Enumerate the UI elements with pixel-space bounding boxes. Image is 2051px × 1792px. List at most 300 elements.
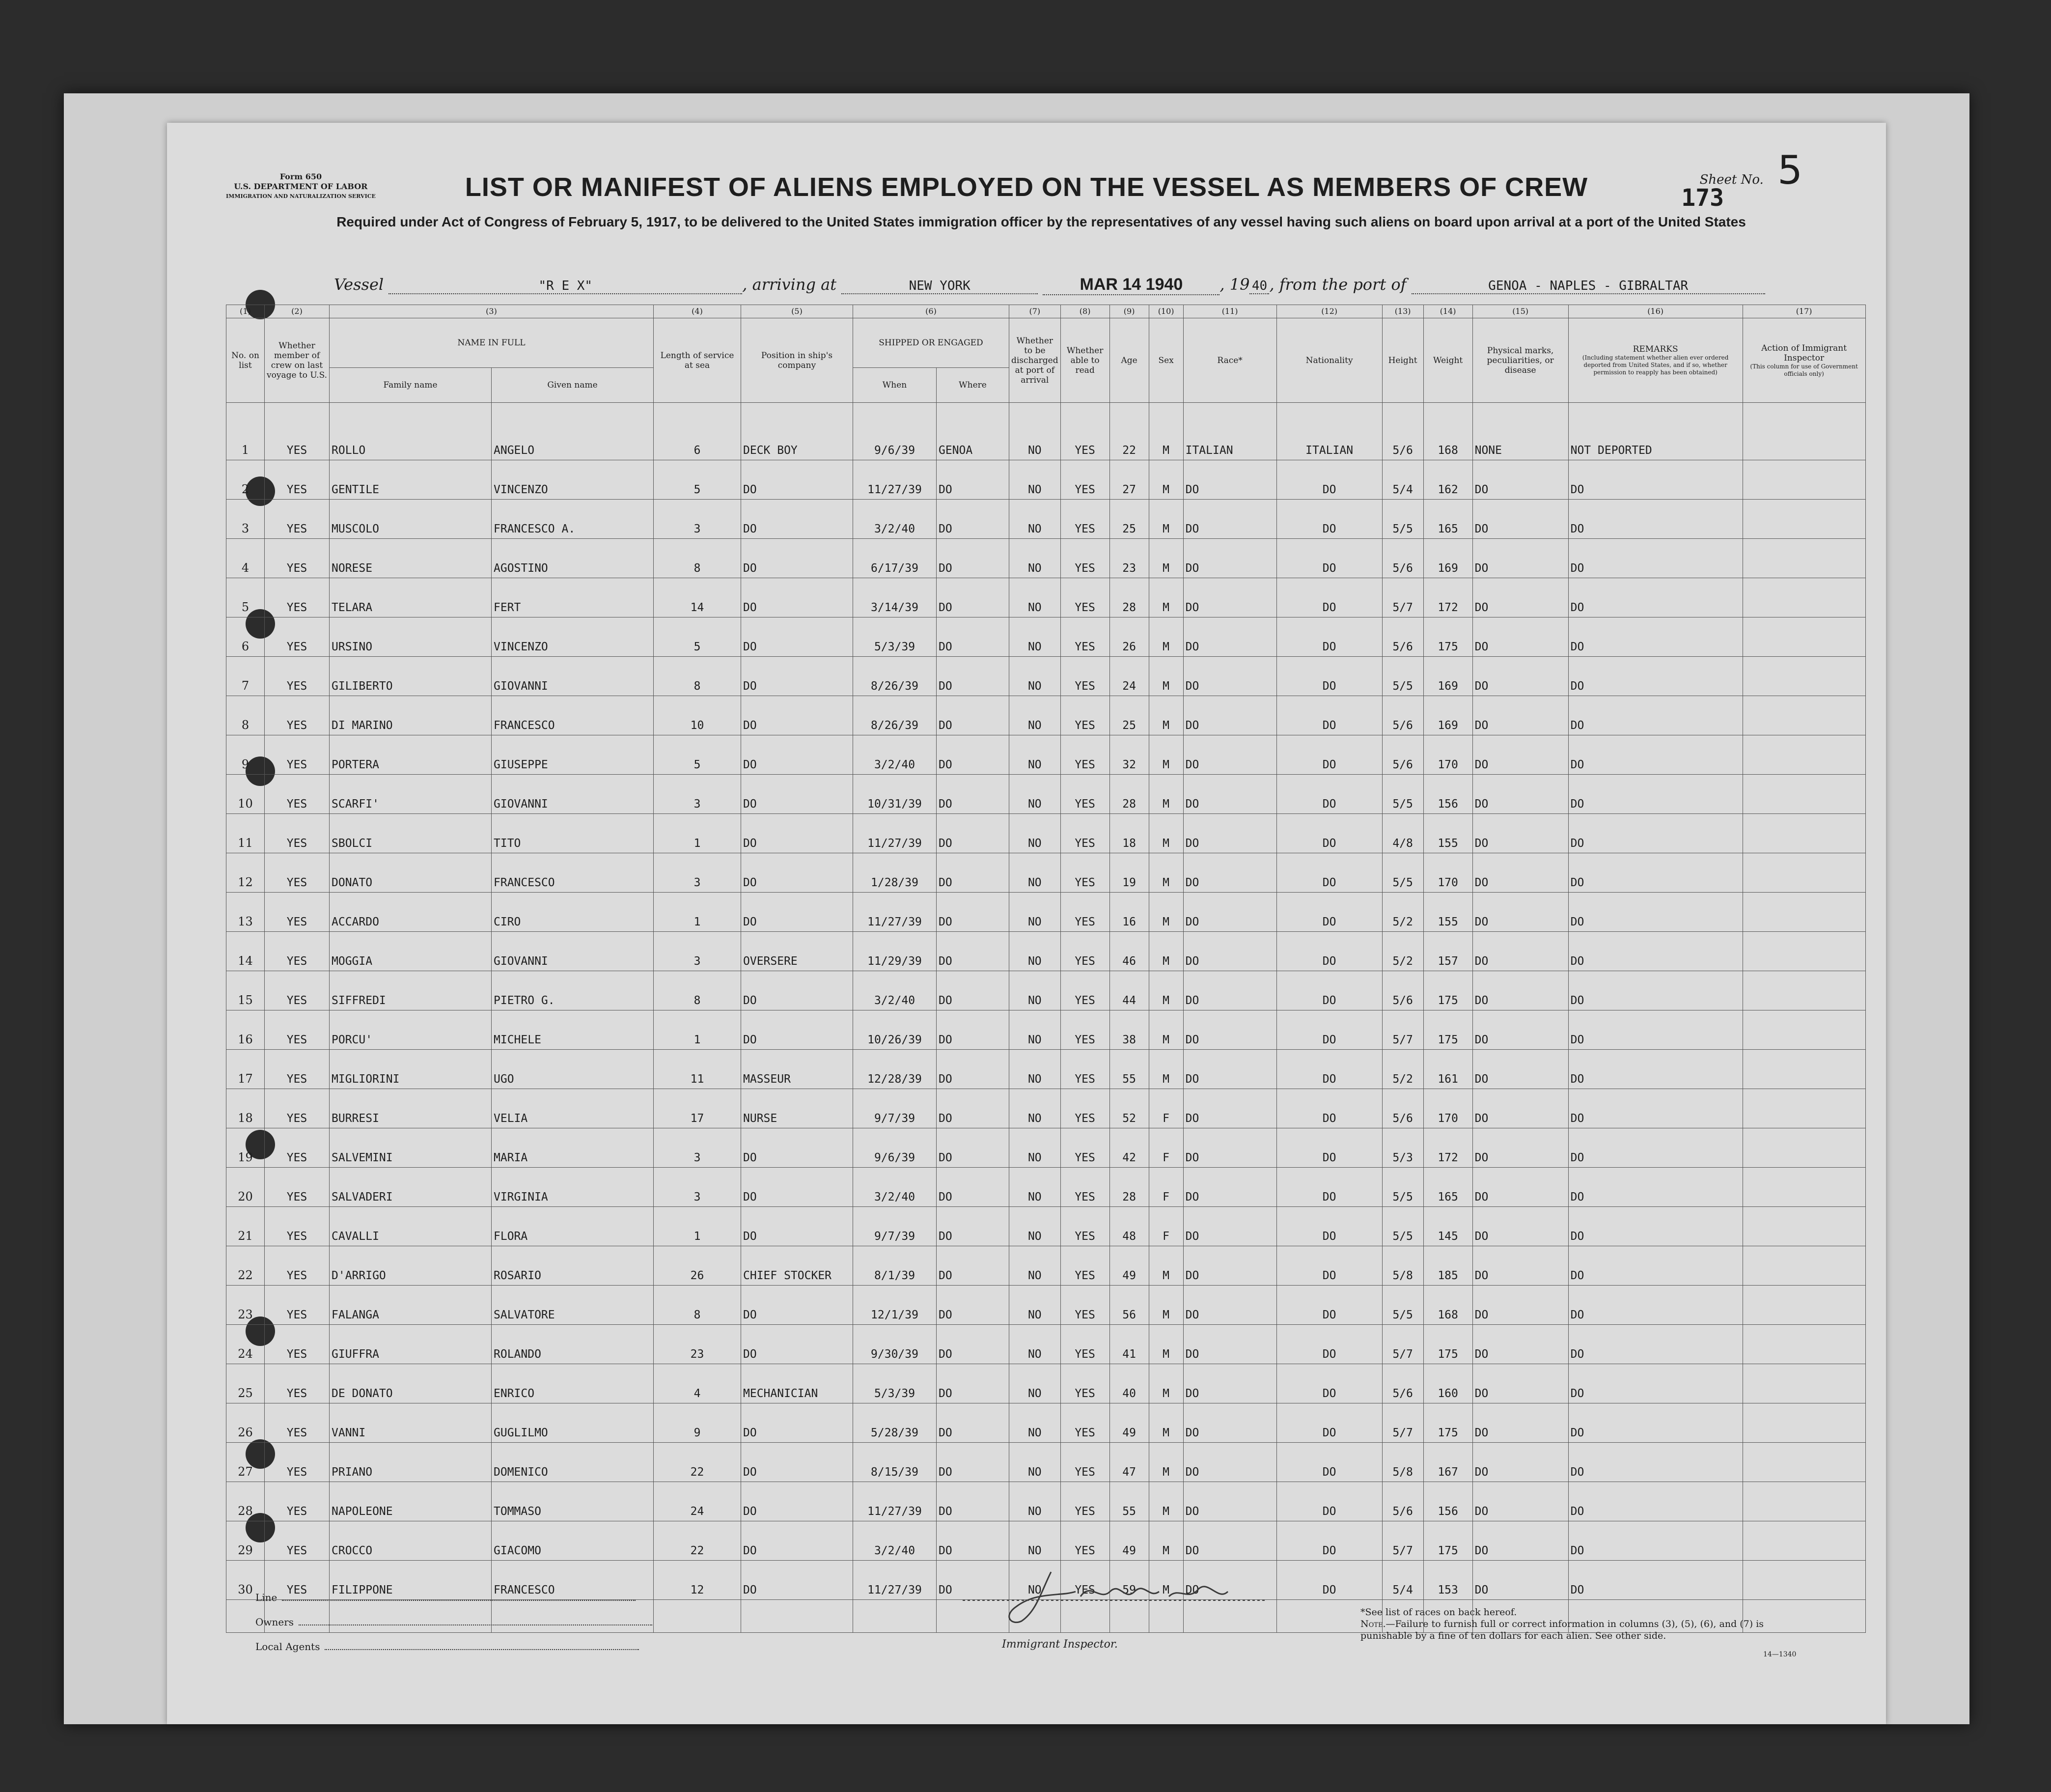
sex: M [1149,1050,1183,1089]
ship-position: DO [741,1403,853,1443]
sex: M [1149,460,1183,500]
member-last-voyage: YES [265,1403,330,1443]
nationality: DO [1276,814,1382,853]
remarks: DO [1568,1128,1743,1168]
family-name: SIFFREDI [330,971,492,1010]
sheet-number: 5 [1777,147,1802,193]
shipped-when: 11/27/39 [853,814,937,853]
sex: M [1149,735,1183,775]
table-row [226,893,1866,932]
sex: M [1149,1325,1183,1364]
discharged: NO [1009,971,1061,1010]
physical-marks: DO [1472,775,1568,814]
race: ITALIAN [1183,403,1276,460]
weight: 170 [1423,1089,1472,1128]
inspector-label: Immigrant Inspector. [1002,1638,1118,1651]
sex: M [1149,403,1183,460]
age: 19 [1109,853,1149,893]
race: DO [1183,814,1276,853]
shipped-when: 5/3/39 [853,617,937,657]
header-member: Whether member of crew on last voyage to U.S. [265,318,330,403]
weight: 156 [1423,1482,1472,1521]
discharged: NO [1009,403,1061,460]
weight: 156 [1423,775,1472,814]
physical-marks: DO [1472,1089,1568,1128]
height: 5/6 [1382,1364,1423,1403]
race: DO [1183,657,1276,696]
nationality: DO [1276,1561,1382,1600]
table-row [226,1050,1866,1089]
table-row [226,775,1866,814]
member-last-voyage: YES [265,1521,330,1561]
age: 22 [1109,403,1149,460]
race: DO [1183,1010,1276,1050]
race: DO [1183,853,1276,893]
remarks: DO [1568,735,1743,775]
given-name: GIOVANNI [492,657,654,696]
race: DO [1183,1521,1276,1561]
height: 5/5 [1382,1207,1423,1246]
family-name: ROLLO [330,403,492,460]
able-to-read: YES [1060,1325,1109,1364]
shipped-when: 8/1/39 [853,1246,937,1286]
member-last-voyage: YES [265,1482,330,1521]
shipped-when: 3/2/40 [853,1521,937,1561]
row-number: 14 [226,932,265,971]
family-name: CAVALLI [330,1207,492,1246]
height: 5/6 [1382,1089,1423,1128]
given-name: TOMMASO [492,1482,654,1521]
discharged: NO [1009,657,1061,696]
row-number: 23 [226,1286,265,1325]
service-length: 1 [654,1010,741,1050]
physical-marks: DO [1472,1207,1568,1246]
weight: 167 [1423,1443,1472,1482]
weight: 185 [1423,1246,1472,1286]
shipped-where: DO [937,657,1009,696]
remarks: DO [1568,971,1743,1010]
colnum: (6) [853,305,1009,318]
inspector-action [1743,1561,1865,1600]
member-last-voyage: YES [265,617,330,657]
service-length: 10 [654,696,741,735]
table-row [226,853,1866,893]
able-to-read: YES [1060,1521,1109,1561]
height: 5/6 [1382,735,1423,775]
table-row [226,1010,1866,1050]
row-number: 15 [226,971,265,1010]
family-name: SBOLCI [330,814,492,853]
sex: M [1149,814,1183,853]
race: DO [1183,460,1276,500]
colnum: (16) [1568,305,1743,318]
given-name: FRANCESCO [492,696,654,735]
shipped-where: DO [937,853,1009,893]
height: 5/2 [1382,932,1423,971]
owners-blank [299,1624,652,1625]
remarks: DO [1568,1207,1743,1246]
physical-marks: DO [1472,578,1568,617]
member-last-voyage: YES [265,1246,330,1286]
inspector-action [1743,932,1865,971]
table-row [226,735,1866,775]
ship-position: DO [741,1521,853,1561]
remarks: DO [1568,539,1743,578]
able-to-read: YES [1060,1482,1109,1521]
ship-position: DO [741,735,853,775]
form-number: Form 650 [279,172,322,181]
row-number: 6 [226,617,265,657]
shipped-when: 11/27/39 [853,1482,937,1521]
able-to-read: YES [1060,893,1109,932]
discharged: NO [1009,814,1061,853]
table-row [226,1403,1866,1443]
race: DO [1183,775,1276,814]
table-row [226,500,1866,539]
inspector-action [1743,1325,1865,1364]
print-code: 14—1340 [1763,1651,1797,1658]
sex: M [1149,696,1183,735]
family-name: NAPOLEONE [330,1482,492,1521]
agents-label: Local Agents [255,1641,320,1652]
height: 5/2 [1382,1050,1423,1089]
nationality: DO [1276,1128,1382,1168]
height: 5/5 [1382,853,1423,893]
discharged: NO [1009,932,1061,971]
owners-field [255,1616,652,1628]
colnum: (2) [265,305,330,318]
discharged: NO [1009,1364,1061,1403]
given-name: GIOVANNI [492,775,654,814]
weight: 175 [1423,1010,1472,1050]
sex: M [1149,1010,1183,1050]
shipped-where: DO [937,1325,1009,1364]
table-row [226,1364,1866,1403]
able-to-read: YES [1060,775,1109,814]
sex: M [1149,1443,1183,1482]
age: 52 [1109,1089,1149,1128]
nationality: DO [1276,1403,1382,1443]
given-name: SALVATORE [492,1286,654,1325]
from-label: , from the port of [1269,275,1407,294]
height: 5/7 [1382,1403,1423,1443]
age: 47 [1109,1443,1149,1482]
race: DO [1183,500,1276,539]
colnum: (17) [1743,305,1865,318]
crew-rows [226,403,1866,1633]
able-to-read: YES [1060,1089,1109,1128]
sex: M [1149,1246,1183,1286]
member-last-voyage: YES [265,775,330,814]
physical-marks: DO [1472,735,1568,775]
row-number: 16 [226,1010,265,1050]
race: DO [1183,1325,1276,1364]
physical-marks: DO [1472,1168,1568,1207]
family-name: TELARA [330,578,492,617]
family-name: VANNI [330,1403,492,1443]
table-row [226,696,1866,735]
shipped-when: 12/1/39 [853,1286,937,1325]
race: DO [1183,1443,1276,1482]
ship-position: DO [741,1325,853,1364]
header-weight: Weight [1423,318,1472,403]
given-name: FLORA [492,1207,654,1246]
given-name: UGO [492,1050,654,1089]
department: U.S. DEPARTMENT OF LABOR [234,182,368,191]
weight: 175 [1423,1521,1472,1561]
blank-cell [654,1600,741,1633]
weight: 160 [1423,1364,1472,1403]
header-family: Family name [330,368,492,403]
family-name: SALVADERI [330,1168,492,1207]
inspector-action [1743,500,1865,539]
physical-marks: DO [1472,1050,1568,1089]
age: 49 [1109,1403,1149,1443]
age: 27 [1109,460,1149,500]
member-last-voyage: YES [265,578,330,617]
nationality: DO [1276,1443,1382,1482]
table-row [226,1521,1866,1561]
inspector-action [1743,578,1865,617]
able-to-read: YES [1060,1050,1109,1089]
physical-marks: DO [1472,814,1568,853]
table-row [226,1168,1866,1207]
discharged: NO [1009,1128,1061,1168]
header-action [1743,318,1865,403]
table-row [226,1325,1866,1364]
ship-position: DO [741,1286,853,1325]
voyage-line [334,275,1857,295]
remarks: DO [1568,460,1743,500]
weight: 161 [1423,1050,1472,1089]
shipped-where: DO [937,1207,1009,1246]
family-name: MOGGIA [330,932,492,971]
shipped-where: DO [937,814,1009,853]
discharged: NO [1009,1403,1061,1443]
agents-blank [325,1649,639,1650]
remarks: DO [1568,775,1743,814]
shipped-when: 5/3/39 [853,1364,937,1403]
able-to-read: YES [1060,932,1109,971]
colnum: (12) [1276,305,1382,318]
shipped-where: DO [937,1482,1009,1521]
agents-field [255,1641,639,1652]
height: 5/5 [1382,1286,1423,1325]
given-name: VIRGINIA [492,1168,654,1207]
race: DO [1183,1207,1276,1246]
shipped-when: 3/2/40 [853,1168,937,1207]
shipped-when: 11/29/39 [853,932,937,971]
service-length: 5 [654,460,741,500]
height: 5/7 [1382,1521,1423,1561]
able-to-read: YES [1060,657,1109,696]
family-name: FALANGA [330,1286,492,1325]
shipped-when: 9/7/39 [853,1089,937,1128]
race: DO [1183,1089,1276,1128]
weight: 175 [1423,617,1472,657]
age: 28 [1109,775,1149,814]
discharged: NO [1009,1561,1061,1600]
table-row [226,971,1866,1010]
able-to-read: YES [1060,578,1109,617]
header-height: Height [1382,318,1423,403]
age: 44 [1109,971,1149,1010]
member-last-voyage: YES [265,1089,330,1128]
member-last-voyage: YES [265,971,330,1010]
given-name: GIOVANNI [492,932,654,971]
service-length: 8 [654,657,741,696]
discharged: NO [1009,1286,1061,1325]
family-name: GILIBERTO [330,657,492,696]
shipped-when: 12/28/39 [853,1050,937,1089]
able-to-read: YES [1060,971,1109,1010]
ship-position: CHIEF STOCKER [741,1246,853,1286]
remarks: DO [1568,893,1743,932]
nationality: DO [1276,1050,1382,1089]
header-when: When [853,368,937,403]
shipped-where: DO [937,1443,1009,1482]
given-name: MICHELE [492,1010,654,1050]
inspector-action [1743,1482,1865,1521]
service-length: 22 [654,1443,741,1482]
family-name: SCARFI' [330,775,492,814]
age: 26 [1109,617,1149,657]
physical-marks: DO [1472,1128,1568,1168]
age: 49 [1109,1521,1149,1561]
colnum: (4) [654,305,741,318]
physical-marks: DO [1472,539,1568,578]
given-name: ENRICO [492,1364,654,1403]
age: 32 [1109,735,1149,775]
header-where: Where [937,368,1009,403]
shipped-where: DO [937,735,1009,775]
weight: 155 [1423,814,1472,853]
header-race: Race* [1183,318,1276,403]
ship-position: DO [741,1128,853,1168]
shipped-when: 8/26/39 [853,696,937,735]
nationality: DO [1276,696,1382,735]
remarks: DO [1568,1482,1743,1521]
shipped-where: DO [937,696,1009,735]
row-number: 9 [226,735,265,775]
nationality: DO [1276,893,1382,932]
given-name: DOMENICO [492,1443,654,1482]
physical-marks: DO [1472,1482,1568,1521]
member-last-voyage: YES [265,1010,330,1050]
weight: 172 [1423,1128,1472,1168]
inspector-signature [963,1562,1267,1626]
family-name: PRIANO [330,1443,492,1482]
given-name: VINCENZO [492,617,654,657]
service-length: 3 [654,853,741,893]
weight: 170 [1423,853,1472,893]
able-to-read: YES [1060,696,1109,735]
height: 5/5 [1382,500,1423,539]
note-label: Note. [1360,1619,1386,1629]
inspector-action [1743,403,1865,460]
member-last-voyage: YES [265,1207,330,1246]
height: 5/5 [1382,775,1423,814]
remarks: DO [1568,1521,1743,1561]
age: 48 [1109,1207,1149,1246]
family-name: GIUFFRA [330,1325,492,1364]
crew-manifest-table [226,305,1866,1633]
weight: 162 [1423,460,1472,500]
shipped-where: DO [937,1521,1009,1561]
shipped-where: DO [937,617,1009,657]
discharged: NO [1009,578,1061,617]
inspector-action [1743,1443,1865,1482]
row-number: 26 [226,1403,265,1443]
remarks: DO [1568,1403,1743,1443]
row-number: 12 [226,853,265,893]
able-to-read: YES [1060,1364,1109,1403]
nationality: DO [1276,460,1382,500]
blank-cell [741,1600,853,1633]
given-name: ROSARIO [492,1246,654,1286]
height: 5/6 [1382,971,1423,1010]
ship-position: DO [741,1168,853,1207]
inspector-action [1743,696,1865,735]
member-last-voyage: YES [265,932,330,971]
member-last-voyage: YES [265,657,330,696]
physical-marks: DO [1472,893,1568,932]
service-length: 8 [654,539,741,578]
given-name: TITO [492,814,654,853]
sex: F [1149,1168,1183,1207]
shipped-where: DO [937,500,1009,539]
discharged: NO [1009,539,1061,578]
family-name: DE DONATO [330,1364,492,1403]
ship-position: DO [741,539,853,578]
row-number: 22 [226,1246,265,1286]
given-name: FERT [492,578,654,617]
height: 5/2 [1382,893,1423,932]
inspector-action [1743,853,1865,893]
header-no: No. on list [226,318,265,403]
table-row [226,1286,1866,1325]
age: 46 [1109,932,1149,971]
table-row [226,1443,1866,1482]
shipped-where: DO [937,1364,1009,1403]
able-to-read: YES [1060,1168,1109,1207]
race: DO [1183,932,1276,971]
shipped-when: 11/27/39 [853,1561,937,1600]
member-last-voyage: YES [265,735,330,775]
ship-position: DECK BOY [741,403,853,460]
service-length: 11 [654,1050,741,1089]
sex: M [1149,617,1183,657]
service-length: 12 [654,1561,741,1600]
row-number: 28 [226,1482,265,1521]
header-position: Position in ship's company [741,318,853,403]
nationality: DO [1276,1482,1382,1521]
races-note: *See list of races on back hereof. [1360,1607,1517,1618]
physical-marks: DO [1472,1325,1568,1364]
row-number: 13 [226,893,265,932]
remarks: DO [1568,696,1743,735]
row-number: 2 [226,460,265,500]
shipped-where: DO [937,1561,1009,1600]
ship-position: DO [741,971,853,1010]
manifest-subtitle: Required under Act of Congress of February 5, 1917, to be delivered to the United States immigration officer by the representatives of any vessel having such aliens on board upon arrival at a port of the United States [336,214,1746,229]
race: DO [1183,539,1276,578]
weight: 145 [1423,1207,1472,1246]
service-length: 5 [654,617,741,657]
sex: F [1149,1128,1183,1168]
inspector-action [1743,1207,1865,1246]
given-name: FRANCESCO [492,853,654,893]
